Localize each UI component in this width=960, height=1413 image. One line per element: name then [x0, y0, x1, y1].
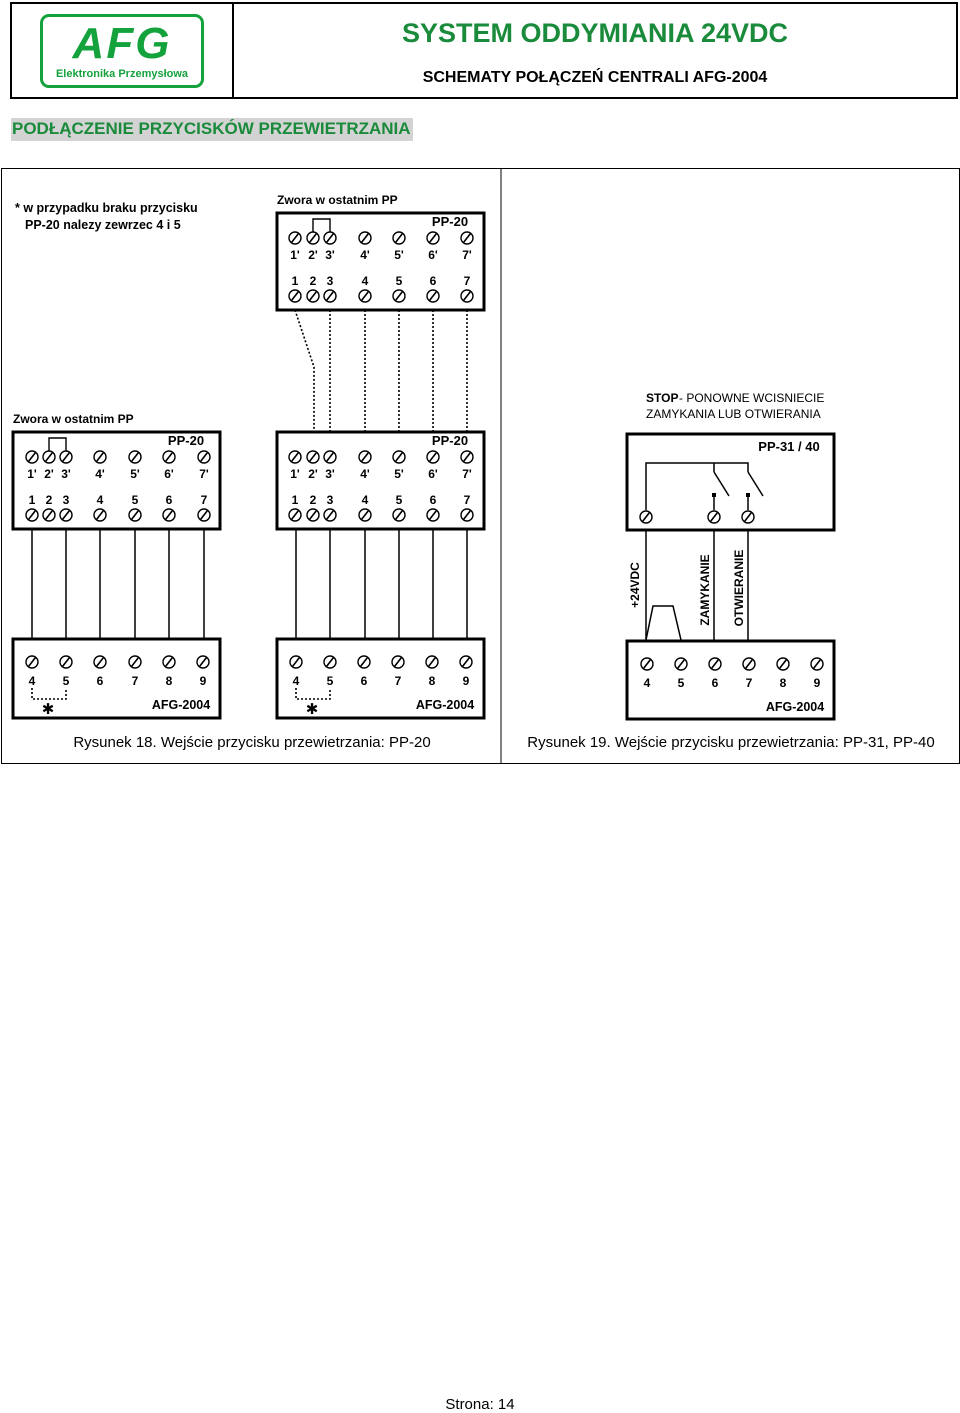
afg19-label-3: 6	[711, 676, 719, 690]
pp31-switch-close	[714, 472, 729, 496]
afg18-mid-label-5: 8	[428, 674, 436, 688]
pp20-top-top-label-7: 7'	[462, 248, 472, 262]
pp20-left-bottom-label-3: 3	[62, 493, 70, 507]
dotted-wire-1	[295, 310, 314, 432]
jumper-label-left: Zwora w ostatnim PP	[13, 412, 134, 426]
caption-figure18: Rysunek 18. Wejście przycisku przewietrzania: PP-20	[73, 734, 431, 751]
pp20-mid-bottom-label-5: 5	[395, 493, 403, 507]
pp20-top-bottom-label-5: 5	[395, 274, 403, 288]
pp31-common-wire	[646, 463, 748, 510]
afg18-left-label-6: 9	[199, 674, 207, 688]
afg18-mid-label-4: 7	[394, 674, 402, 688]
pp20-mid-bottom-label-4: 4	[361, 493, 369, 507]
jumper-label-top: Zwora w ostatnim PP	[277, 193, 398, 207]
afg18-left-name: AFG-2004	[151, 698, 211, 712]
pp31-contact-close	[712, 493, 716, 497]
afg19-name: AFG-2004	[765, 700, 825, 714]
pp20-mid-bottom-label-3: 3	[326, 493, 334, 507]
pp20-left-top-label-5: 5'	[130, 467, 140, 481]
page-number: Strona: 14	[445, 1396, 515, 1413]
pp20-left-top-label-2: 2'	[44, 467, 54, 481]
pp20-top-top-label-3: 3'	[325, 248, 335, 262]
pp20-left-bottom-label-1: 1	[28, 493, 36, 507]
afg19-label-6: 9	[813, 676, 821, 690]
pp20-mid-bottom-label-2: 2	[309, 493, 317, 507]
afg19-label-2: 5	[677, 676, 685, 690]
document-title: SYSTEM ODDYMIANIA 24VDC	[401, 18, 789, 48]
caption-figure19: Rysunek 19. Wejście przycisku przewietrzania: PP-31, PP-40	[527, 734, 935, 751]
pp20-top-bottom-label-3: 3	[326, 274, 334, 288]
logo-cell	[12, 4, 234, 97]
afg18-left-label-4: 7	[131, 674, 139, 688]
afg18-mid-bridge	[296, 688, 330, 699]
pp20-left-top-label-3: 3'	[61, 467, 71, 481]
logo-mark: AFG	[72, 18, 172, 68]
pp20-left-jumper	[49, 438, 66, 451]
pp20-top-bottom-label-1: 1	[291, 274, 299, 288]
figures-frame	[2, 169, 960, 764]
pp31-contact-open	[746, 493, 750, 497]
pp31-label: PP-31 / 40	[758, 439, 820, 454]
pp20-left-bottom-label-7: 7	[200, 493, 208, 507]
pp20-top-bottom-label-4: 4	[361, 274, 369, 288]
pp20-mid-label: PP-20	[431, 433, 469, 448]
pp20-top-bottom-label-6: 6	[429, 274, 437, 288]
wire-label-24vdc: +24VDC	[628, 562, 642, 608]
pp20-left-top-label-4: 4'	[95, 467, 105, 481]
page-header	[10, 2, 958, 99]
pp20-top-top-label-4: 4'	[360, 248, 370, 262]
pp20-top-bottom-label-7: 7	[463, 274, 471, 288]
afg18-left-label-5: 8	[165, 674, 173, 688]
pp20-mid-top-label-3: 3'	[325, 467, 335, 481]
pp20-top-label: PP-20	[431, 214, 469, 229]
afg18-left-label-2: 5	[62, 674, 70, 688]
afg18-left-bridge	[32, 688, 66, 699]
pp20-mid-top-label-1: 1'	[290, 467, 300, 481]
wire-label-zamykanie: ZAMYKANIE	[698, 554, 712, 626]
stop-note-rest: - PONOWNE WCISNIECIE	[679, 391, 825, 405]
afg18-mid-star: ✱	[305, 701, 319, 718]
afg18-left-label-1: 4	[28, 674, 36, 688]
wire-label-otwieranie: OTWIERANIE	[732, 549, 746, 627]
afg18-mid-label-1: 4	[292, 674, 300, 688]
stop-note-line2: ZAMYKANIA LUB OTWIERANIA	[646, 407, 821, 421]
pp20-top-top-label-1: 1'	[290, 248, 300, 262]
afg19-label-4: 7	[745, 676, 753, 690]
stop-note-bold: STOP	[646, 391, 679, 405]
pp20-left-top-label-1: 1'	[27, 467, 37, 481]
pp20-top-jumper	[313, 219, 330, 232]
afg18-mid-name: AFG-2004	[415, 698, 475, 712]
afg-logo	[40, 14, 204, 88]
afg18-left-label-3: 6	[96, 674, 104, 688]
pp20-left-bottom-label-2: 2	[45, 493, 53, 507]
pp31-switch-open	[748, 472, 763, 496]
afg19-label-5: 8	[779, 676, 787, 690]
pp20-left-top-label-6: 6'	[164, 467, 174, 481]
pp20-left-label: PP-20	[167, 433, 205, 448]
pp20-mid-bottom-label-6: 6	[429, 493, 437, 507]
title-cell	[234, 4, 956, 97]
note-line-2: PP-20 nalezy zewrzec 4 i 5	[25, 218, 181, 232]
pp20-mid-top-label-6: 6'	[428, 467, 438, 481]
pp20-mid-top-label-5: 5'	[394, 467, 404, 481]
afg18-mid-label-6: 9	[462, 674, 470, 688]
pp20-mid-top-label-7: 7'	[462, 467, 472, 481]
afg18-mid-label-3: 6	[360, 674, 368, 688]
pp20-left-top-label-7: 7'	[199, 467, 209, 481]
pp20-mid-top-label-2: 2'	[308, 467, 318, 481]
pp20-top-bottom-label-2: 2	[309, 274, 317, 288]
pp20-left-bottom-label-5: 5	[131, 493, 139, 507]
pp20-top-top-label-6: 6'	[428, 248, 438, 262]
pp20-mid-bottom-label-1: 1	[291, 493, 299, 507]
note-line-1: * w przypadku braku przycisku	[15, 201, 198, 215]
logo-subtitle: Elektronika Przemysłowa	[55, 67, 189, 80]
afg18-mid-label-2: 5	[326, 674, 334, 688]
wire19-24v-loop	[646, 606, 681, 640]
afg19-label-1: 4	[643, 676, 651, 690]
section-title: PODŁĄCZENIE PRZYCISKÓW PRZEWIETRZANIA	[11, 118, 413, 141]
pp20-left-bottom-label-4: 4	[96, 493, 104, 507]
pp20-top-top-label-5: 5'	[394, 248, 404, 262]
pp20-top-top-label-2: 2'	[308, 248, 318, 262]
pp20-mid-bottom-label-7: 7	[463, 493, 471, 507]
pp20-mid-top-label-4: 4'	[360, 467, 370, 481]
document-subtitle: SCHEMATY POŁĄCZEŃ CENTRALI AFG-2004	[422, 69, 768, 86]
wiring-diagrams	[1, 168, 960, 764]
afg18-left-star: ✱	[41, 701, 55, 718]
pp20-left-bottom-label-6: 6	[165, 493, 173, 507]
